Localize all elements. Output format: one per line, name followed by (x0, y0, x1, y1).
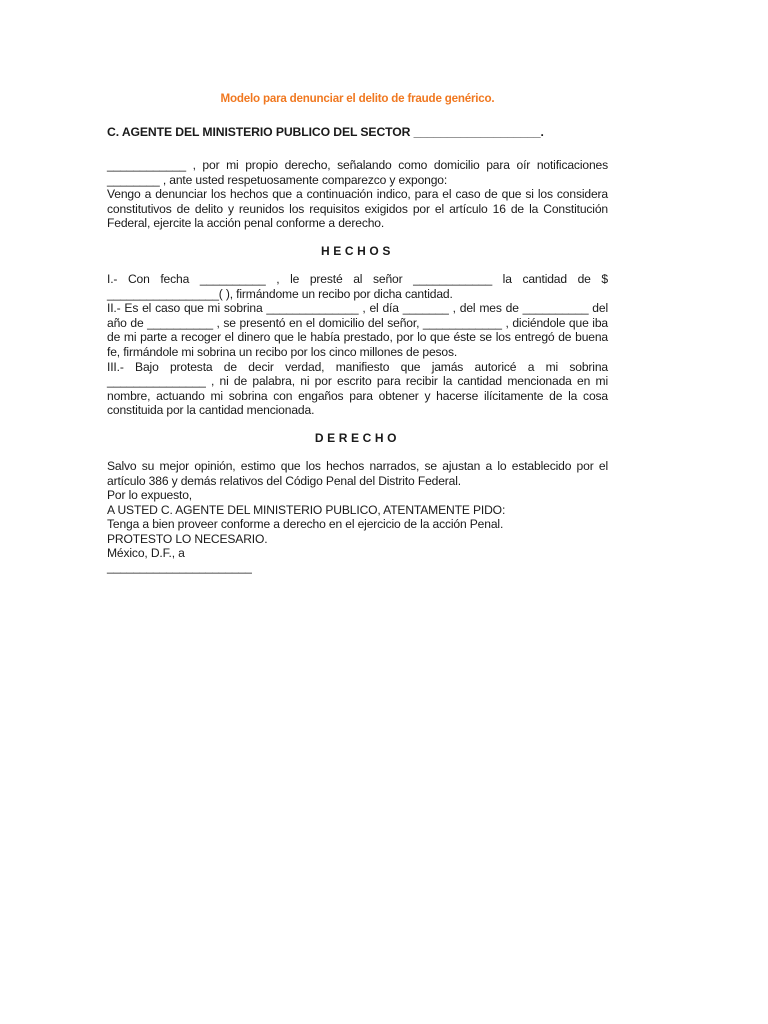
derecho-heading: DERECHO (314, 430, 401, 445)
document-page (107, 88, 608, 573)
signature-line: ______________________ (107, 560, 252, 575)
intro-paragraph: ____________ , por mi propio derecho, señalando como domicilio para oír notificaciones ________ , ante usted respetuosamente comparezco y expongo: (107, 158, 608, 187)
document-title: Modelo para denunciar el delito de fraude genérico. (220, 92, 495, 105)
closing-line: PROTESTO LO NECESARIO. (107, 531, 268, 546)
closing-line: Tenga a bien proveer conforme a derecho en el ejercicio de la acción Penal. (107, 517, 504, 532)
hecho-item: I.- Con fecha __________ , le presté al señor ____________ la cantidad de $ _________________( ), firmándome un recibo por dicha cantidad. (107, 271, 608, 301)
closing-line: A USTED C. AGENTE DEL MINISTERIO PUBLICO, ATENTAMENTE PIDO: (107, 502, 506, 517)
place-date-line: México, D.F., a (107, 546, 185, 561)
addressee-line: C. AGENTE DEL MINISTERIO PUBLICO DEL SECTOR ___________________. (107, 125, 544, 139)
hecho-item: III.- Bajo protesta de decir verdad, manifiesto que jamás autoricé a mi sobrina _______________ , ni de palabra, ni por escrito para recibir la cantidad mencionada en mi nombre, actuando mi sobrina con engaños para obtener y hacerse ilícitamente de la cosa constituida por la cantidad mencionada. (107, 359, 608, 418)
closing-section (107, 488, 608, 573)
intro-paragraph-2: Vengo a denunciar los hechos que a continuación indico, para el caso de que si los considera constitutivos de delito y reunidos los requisitos exigidos por el artículo 16 de la Constitución Federal, ejercite la acción penal conforme a derecho. (107, 187, 608, 231)
hechos-heading: HECHOS (321, 243, 394, 258)
hecho-item: II.- Es el caso que mi sobrina ______________ , el día _______ , del mes de __________ del año de __________ , se presentó en el domicilio del señor, ____________ , diciéndole que iba de mi parte a recoger el dinero que le había prestado, por lo que éste se los entregó de buena fe, firmándole mi sobrina un recibo por los cinco millones de pesos. (107, 301, 608, 359)
derecho-paragraph: Salvo su mejor opinión, estimo que los hechos narrados, se ajustan a lo establecido por el artículo 386 y demás relativos del Código Penal del Distrito Federal. (107, 458, 608, 488)
closing-line: Por lo expuesto, (107, 488, 192, 503)
hechos-list (107, 272, 608, 418)
